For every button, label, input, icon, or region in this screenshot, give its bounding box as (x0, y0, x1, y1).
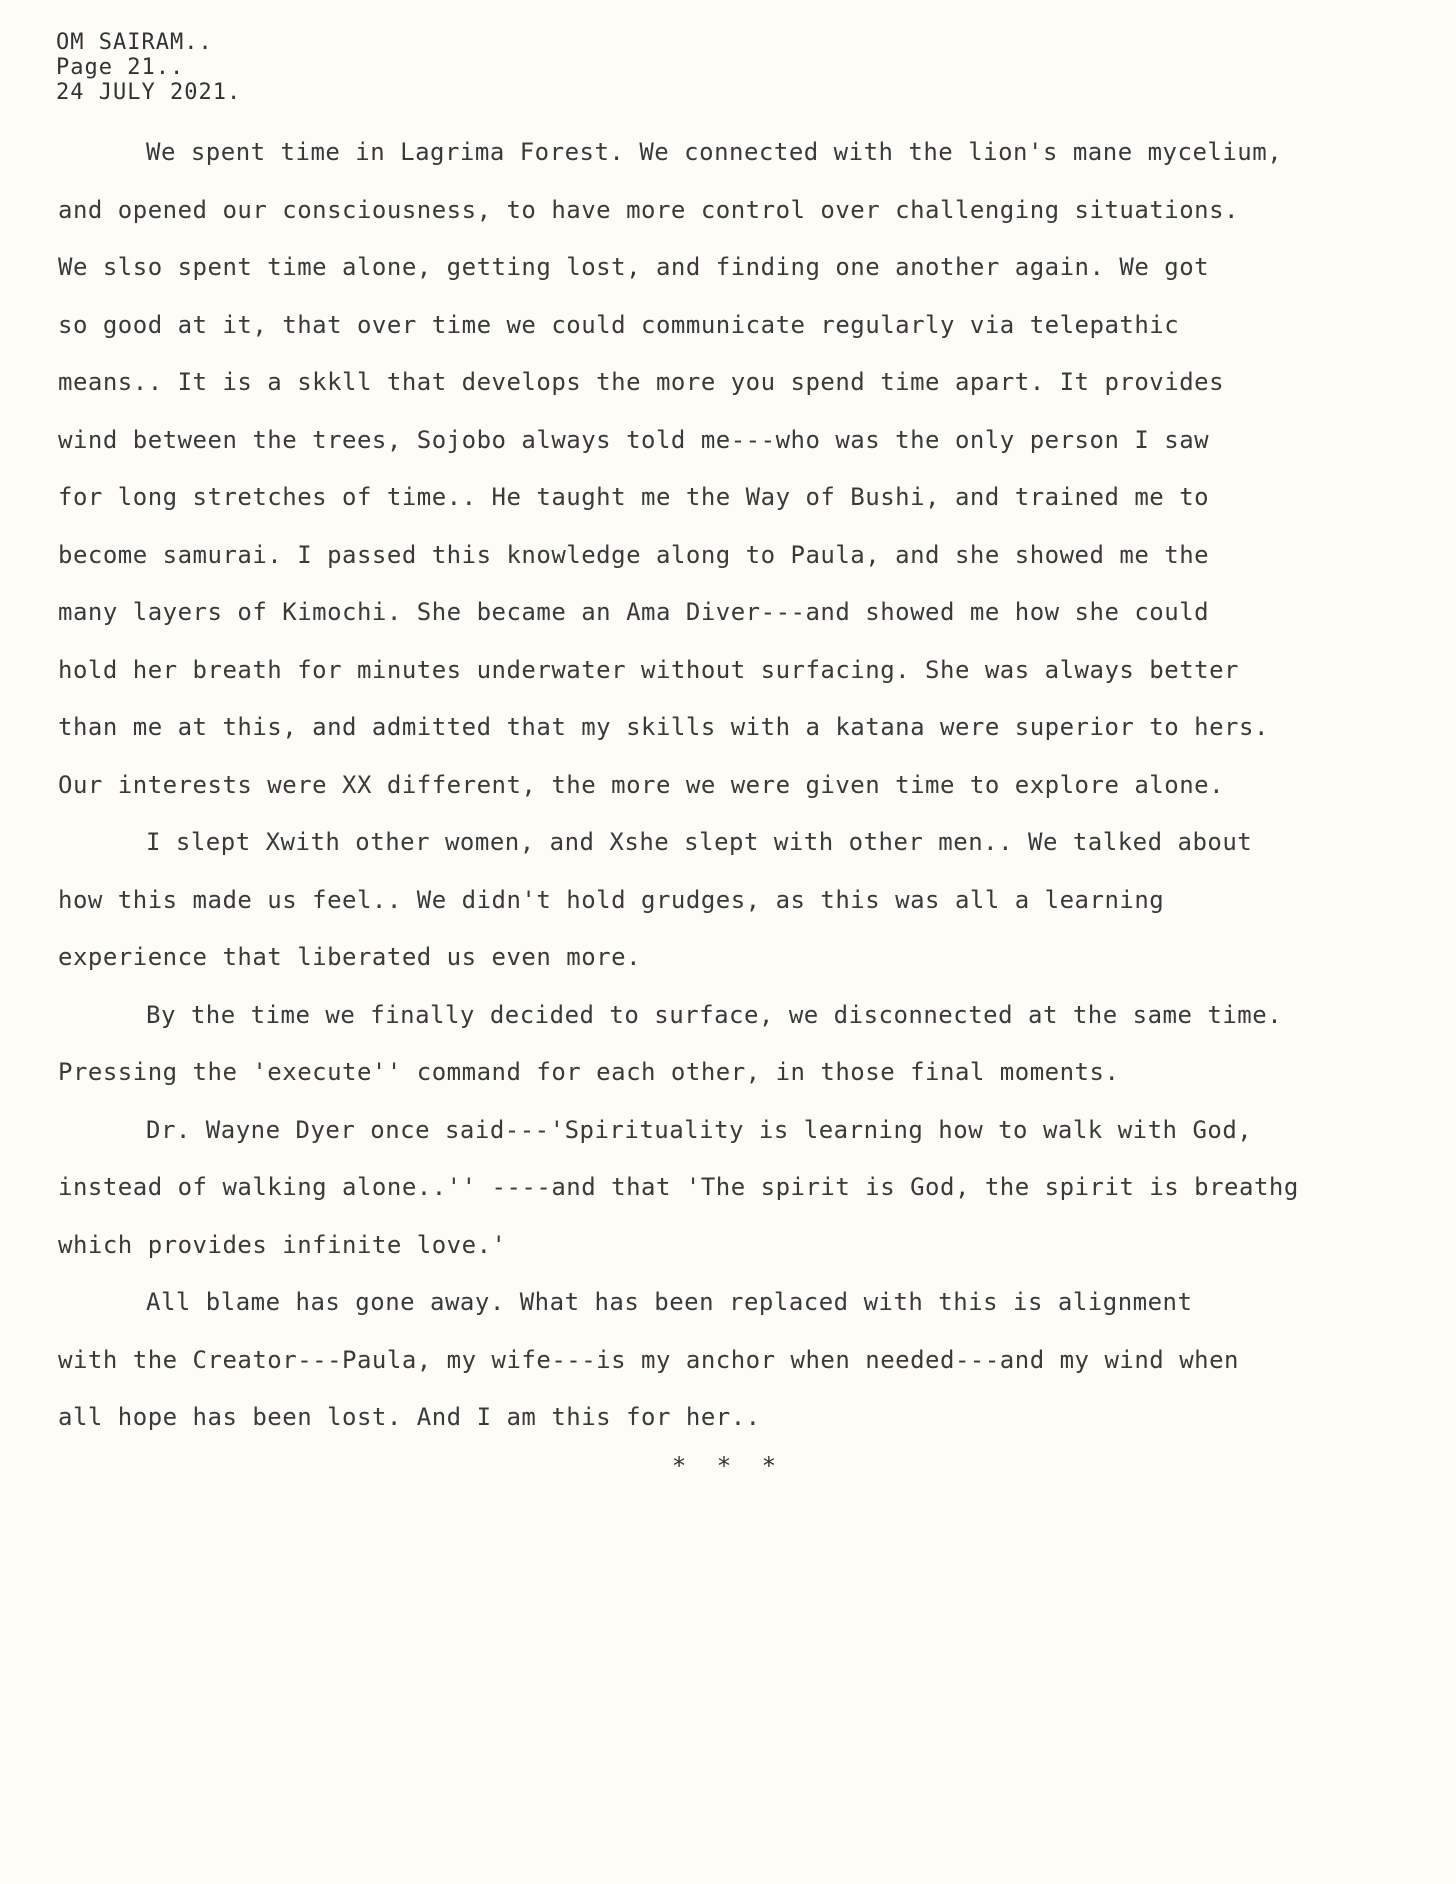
paragraph-1-line: for long stretches of time.. He taught me the Way of Bushi, and trained me to (58, 483, 1210, 511)
paragraph-5-line: with the Creator---Paula, my wife---is my anchor when needed---and my wind when (58, 1345, 1239, 1374)
paragraph-1-line: so good at it, that over time we could communicate regularly via telepathic (58, 310, 1180, 339)
paragraph-2-line: experience that liberated us even more. (58, 943, 642, 971)
header-salutation: OM SAIRAM.. (56, 30, 213, 55)
paragraph-1-line: become samurai. I passed this knowledge along to Paula, and she showed me the (58, 540, 1210, 569)
paragraph-3-line: Pressing the 'execute'' command for each other, in those final moments. (58, 1058, 1120, 1086)
paragraph-3-line: By the time we finally decided to surface, we disconnected at the same time. (146, 1000, 1283, 1029)
paragraph-1-line: than me at this, and admitted that my skills with a katana were superior to hers. (58, 713, 1269, 741)
header-page-number: Page 21.. (56, 55, 185, 80)
paragraph-4-line: Dr. Wayne Dyer once said---'Spirituality is learning how to walk with God, (146, 1115, 1253, 1144)
paragraph-2-line: how this made us feel.. We didn't hold grudges, as this was all a learning (58, 885, 1165, 914)
paragraph-1-line: We slso spent time alone, getting lost, and finding one another again. We got (58, 253, 1210, 281)
paragraph-1-line: many layers of Kimochi. She became an Ama Diver---and showed me how she could (58, 598, 1210, 626)
section-break-ornament: * * * (671, 1452, 785, 1480)
paragraph-1-line: means.. It is a skkll that develops the more you spend time apart. It provides (58, 368, 1225, 396)
body-text (58, 124, 1438, 1447)
paragraph-4-line: which provides infinite love.' (58, 1230, 507, 1259)
paragraph-5-line: All blame has gone away. What has been replaced with this is alignment (146, 1288, 1193, 1316)
paragraph-2-line: I slept Xwith other women, and Xshe slept with other men.. We talked about (146, 828, 1253, 856)
paragraph-4-line: instead of walking alone..'' ----and that 'The spirit is God, the spirit is breathg (58, 1173, 1299, 1201)
paragraph-1-line: and opened our consciousness, to have more control over challenging situations. (58, 195, 1239, 224)
paragraph-5-line: all hope has been lost. And I am this for her.. (58, 1403, 761, 1431)
header-date: 24 JULY 2021. (56, 80, 242, 105)
page-header (56, 30, 241, 105)
paragraph-1-line: hold her breath for minutes underwater without surfacing. She was always better (58, 655, 1239, 684)
paragraph-1-line: Our interests were XX different, the more we were given time to explore alone. (58, 770, 1225, 799)
paragraph-1-line: We spent time in Lagrima Forest. We connected with the lion's mane mycelium, (146, 138, 1283, 166)
paragraph-1-line: wind between the trees, Sojobo always told me---who was the only person I saw (58, 425, 1210, 454)
